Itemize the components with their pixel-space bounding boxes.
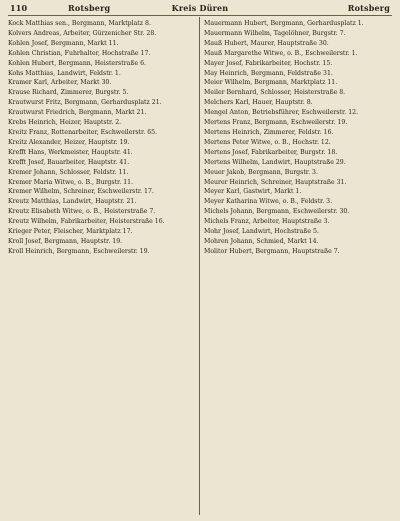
directory-entry: Mauß Hubert, Maurer, Hauptstraße 30.	[204, 39, 329, 47]
directory-entry: Mauermann Wilhelm, Tagelöhner, Burgstr. 7.	[204, 29, 346, 37]
directory-entry: Mertens Josef, Fabrikarbeiter, Burgstr. 18.	[204, 148, 338, 156]
right-column	[204, 19, 392, 513]
directory-entry: Kreitz Alexander, Heizer, Hauptstr. 19.	[8, 138, 130, 146]
directory-entry: Kremer Wilhelm, Schreiner, Eschweilerstr. 17.	[8, 188, 154, 196]
directory-entry: Krebs Heinrich, Heizer, Hauptstr. 2.	[8, 119, 122, 127]
directory-entry: Kreitz Franz, Rottenarbeiter, Eschweilerstr. 65.	[8, 128, 158, 136]
directory-entry: Meyer Karl, Gastwirt, Markt 1.	[204, 188, 302, 196]
directory-entry: Kroll Heinrich, Bergmann, Eschweilerstr. 19.	[8, 247, 150, 255]
directory-entry: Kroll Josef, Bergmann, Hauptstr. 19.	[8, 237, 123, 245]
header-rule	[8, 15, 392, 16]
directory-entry: Mertens Heinrich, Zimmerer, Feldstr. 16.	[204, 128, 334, 136]
directory-entry: Mengel Anton, Betriebsführer, Eschweilerstr. 12.	[204, 109, 359, 117]
directory-entry: Mertens Peter Witwe, o. B., Hochstr. 12.	[204, 138, 331, 146]
directory-entry: Mertens Franz, Bergmann, Eschweilerstr. 19.	[204, 119, 348, 127]
directory-entry: Kreutz Elisabeth Witwe, o. B., Heisterstraße 7.	[8, 208, 156, 216]
running-title-left: Rotsberg	[68, 3, 111, 13]
directory-entry: Molitor Hubert, Bergmann, Hauptstraße 7.	[204, 247, 340, 255]
directory-entry: Mohr Josef, Landwirt, Hochstraße 5.	[204, 228, 319, 236]
directory-entry: Krefft Josef, Bauarbeiter, Hauptstr. 41.	[8, 158, 130, 166]
directory-entry: Kohlen Hubert, Bergmann, Heisterstraße 6.	[8, 59, 147, 67]
directory-entry: Kolvers Andreas, Arbeiter, Gürzenicher Str. 28.	[8, 29, 157, 37]
page-header	[8, 3, 392, 15]
directory-entry: Michels Franz, Arbeiter, Hauptstraße 3.	[204, 218, 330, 226]
directory-entry: Krieger Peter, Fleischer, Marktplatz 17.	[8, 228, 133, 236]
directory-entry: Meier Wilhelm, Bergmann, Marktplatz 11.	[204, 79, 338, 87]
directory-entry: Mayer Josef, Fabrikarbeiter, Hochstr. 15.	[204, 59, 333, 67]
left-entry-list	[8, 19, 196, 257]
page-number: 110	[10, 3, 28, 13]
directory-entry: Kramer Karl, Arbeiter, Markt 30.	[8, 79, 112, 87]
running-title-right: Rotsberg	[347, 3, 390, 13]
directory-entry: Kremer Johann, Schlosser, Feldstr. 11.	[8, 168, 129, 176]
directory-entry: Krefft Hans, Werkmeister, Hauptstr. 41.	[8, 148, 133, 156]
directory-entry: Meyer Katharina Witwe, o. B., Feldstr. 3.	[204, 198, 333, 206]
directory-entry: Kreutz Wilhelm, Fabrikarbeiter, Heisterstraße 16.	[8, 218, 165, 226]
right-entry-list	[204, 19, 392, 257]
directory-entry: Kohlen Josef, Bergmann, Markt 11.	[8, 39, 119, 47]
directory-entry: Mauß Margarethe Witwe, o. B., Eschweilerstr. 1.	[204, 49, 358, 57]
directory-entry: Melchers Karl, Hauer, Hauptstr. 8.	[204, 99, 313, 107]
left-column	[8, 19, 196, 513]
directory-entry: Kremer Maria Witwe, o. B., Burgstr. 11.	[8, 178, 134, 186]
directory-entry: Kreutz Matthias, Landwirt, Hauptstr. 21.	[8, 198, 137, 206]
directory-entry: Mertens Wilhelm, Landwirt, Hauptstraße 29.	[204, 158, 346, 166]
directory-entry: Mohren Johann, Schmied, Markt 14.	[204, 237, 319, 245]
directory-entry: Mauermann Hubert, Bergmann, Gerhardusplatz 1.	[204, 20, 364, 27]
directory-entry: May Heinrich, Bergmann, Feldstraße 31.	[204, 69, 333, 77]
directory-entry: Meuer Jakob, Bergmann, Burgstr. 3.	[204, 168, 318, 176]
directory-entry: Kohs Matthias, Landwirt, Feldstr. 1.	[8, 69, 121, 77]
directory-entry: Meurer Heinrich, Schreiner, Hauptstraße 31.	[204, 178, 347, 186]
directory-entry: Michels Johann, Bergmann, Eschweilerstr. 30.	[204, 208, 350, 216]
directory-entry: Krause Richard, Zimmerer, Burgstr. 5.	[8, 89, 129, 97]
running-title-center: Kreis Düren	[171, 3, 229, 13]
directory-entry: Kock Matthias sen., Bergmann, Marktplatz 8.	[8, 20, 151, 27]
directory-entry: Krautwurst Friedrich, Bergmann, Markt 21.	[8, 109, 147, 117]
directory-entry: Krautwurst Fritz, Bergmann, Gerhardusplatz 21.	[8, 99, 162, 107]
directory-entry: Meiler Bernhard, Schlosser, Heisterstraße 8.	[204, 89, 346, 97]
directory-entry: Kohlen Christian, Fuhrhalter, Hochstraße 17.	[8, 49, 151, 57]
column-divider	[199, 17, 200, 515]
